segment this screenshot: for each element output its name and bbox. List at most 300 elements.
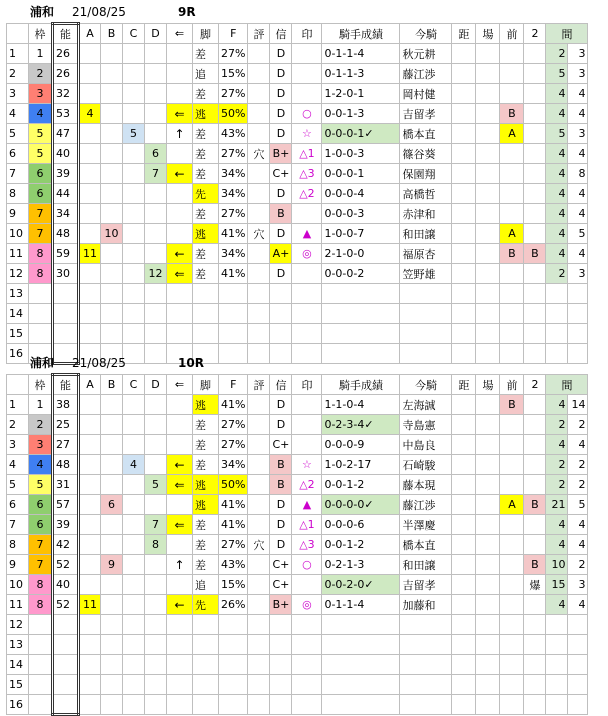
- distance-cell: [452, 64, 476, 84]
- header-cell: 距: [452, 24, 476, 44]
- frame-number: 4: [29, 455, 53, 475]
- col-c-value: [123, 324, 145, 344]
- distance-cell: [452, 575, 476, 595]
- place-cell: [476, 84, 500, 104]
- col-d-value: 8: [145, 535, 167, 555]
- prediction-mark: [292, 64, 322, 84]
- row-number: 2: [7, 64, 29, 84]
- table-row: [7, 495, 588, 515]
- interval-value-a: 2: [546, 475, 568, 495]
- col-c-value: [123, 675, 145, 695]
- running-style: 逃: [193, 104, 219, 124]
- rating: [248, 84, 270, 104]
- race-number: 10R: [178, 356, 204, 370]
- header-cell: 2: [524, 375, 546, 395]
- prediction-mark: [292, 204, 322, 224]
- col-b-value: [101, 304, 123, 324]
- header-cell: 能: [53, 375, 79, 395]
- col-a-value: [79, 575, 101, 595]
- col-c-value: [123, 84, 145, 104]
- confidence-grade: D: [270, 44, 292, 64]
- col-d-value: 7: [145, 515, 167, 535]
- distance-cell: [452, 695, 476, 715]
- prediction-mark: ▲: [292, 495, 322, 515]
- jockey-record: 0-0-0-9: [322, 435, 400, 455]
- frame-number: 5: [29, 144, 53, 164]
- f-percent: 43%: [219, 555, 248, 575]
- previous-cell: [500, 475, 524, 495]
- row-number: 13: [7, 635, 29, 655]
- interval-value-a: [546, 615, 568, 635]
- arrow-indicator: ↑: [167, 124, 193, 144]
- previous-cell: [500, 575, 524, 595]
- ability-value: [53, 284, 79, 304]
- confidence-grade: B: [270, 204, 292, 224]
- frame-number: 8: [29, 244, 53, 264]
- col-b-value: [101, 264, 123, 284]
- table-row: [7, 224, 588, 244]
- running-style: [193, 615, 219, 635]
- col-b-value: [101, 324, 123, 344]
- col-a-value: [79, 475, 101, 495]
- jockey-record: 0-1-1-3: [322, 64, 400, 84]
- f-percent: 15%: [219, 575, 248, 595]
- row-number: 10: [7, 224, 29, 244]
- frame-number: [29, 675, 53, 695]
- table-row: [7, 84, 588, 104]
- col-c-value: [123, 635, 145, 655]
- col-a-value: 4: [79, 104, 101, 124]
- confidence-grade: D: [270, 495, 292, 515]
- jockey-record: [322, 284, 400, 304]
- col-a-value: [79, 655, 101, 675]
- interval-value-a: 4: [546, 224, 568, 244]
- frame-number: 6: [29, 164, 53, 184]
- row-number: 10: [7, 575, 29, 595]
- f-percent: 27%: [219, 144, 248, 164]
- col-c-value: [123, 535, 145, 555]
- header-cell: 間: [546, 375, 588, 395]
- second-cell: [524, 595, 546, 615]
- row-number: 8: [7, 184, 29, 204]
- jockey-name: 岡村健: [400, 84, 452, 104]
- interval-value-b: 8: [568, 164, 588, 184]
- rating: [248, 284, 270, 304]
- running-style: 逃: [193, 495, 219, 515]
- ability-value: [53, 304, 79, 324]
- prediction-mark: ☆: [292, 455, 322, 475]
- col-a-value: [79, 495, 101, 515]
- place-cell: [476, 144, 500, 164]
- col-a-value: [79, 535, 101, 555]
- rating: [248, 324, 270, 344]
- previous-cell: B: [500, 244, 524, 264]
- row-number: 2: [7, 415, 29, 435]
- running-style: 差: [193, 264, 219, 284]
- header-cell: C: [123, 375, 145, 395]
- confidence-grade: C+: [270, 575, 292, 595]
- col-c-value: [123, 184, 145, 204]
- previous-cell: [500, 304, 524, 324]
- col-d-value: [145, 204, 167, 224]
- col-c-value: 5: [123, 124, 145, 144]
- col-c-value: [123, 415, 145, 435]
- col-a-value: [79, 555, 101, 575]
- f-percent: 41%: [219, 495, 248, 515]
- place-cell: [476, 695, 500, 715]
- jockey-name: 篠谷葵: [400, 144, 452, 164]
- previous-cell: [500, 635, 524, 655]
- interval-value-b: 4: [568, 84, 588, 104]
- prediction-mark: [292, 615, 322, 635]
- confidence-grade: C+: [270, 164, 292, 184]
- f-percent: 27%: [219, 44, 248, 64]
- distance-cell: [452, 284, 476, 304]
- frame-number: 1: [29, 395, 53, 415]
- row-number: 4: [7, 455, 29, 475]
- jockey-name: 笠野雄: [400, 264, 452, 284]
- row-number: 7: [7, 515, 29, 535]
- arrow-indicator: ⇐: [167, 264, 193, 284]
- f-percent: 34%: [219, 164, 248, 184]
- col-d-value: [145, 104, 167, 124]
- rating: [248, 64, 270, 84]
- place-cell: [476, 475, 500, 495]
- running-style: 差: [193, 144, 219, 164]
- header-cell: 今騎: [400, 375, 452, 395]
- prediction-mark: [292, 415, 322, 435]
- col-a-value: [79, 44, 101, 64]
- rating: [248, 495, 270, 515]
- f-percent: 50%: [219, 104, 248, 124]
- col-a-value: 11: [79, 595, 101, 615]
- col-d-value: 7: [145, 164, 167, 184]
- row-number: 15: [7, 324, 29, 344]
- confidence-grade: B: [270, 475, 292, 495]
- place-cell: [476, 675, 500, 695]
- race-table-10r: [6, 373, 588, 716]
- place-cell: [476, 284, 500, 304]
- frame-number: 6: [29, 515, 53, 535]
- header-cell: 評: [248, 24, 270, 44]
- interval-value-a: 4: [546, 435, 568, 455]
- arrow-indicator: [167, 304, 193, 324]
- prediction-mark: △2: [292, 475, 322, 495]
- col-a-value: [79, 324, 101, 344]
- previous-cell: [500, 64, 524, 84]
- header-cell: 評: [248, 375, 270, 395]
- confidence-grade: C+: [270, 435, 292, 455]
- interval-value-a: 2: [546, 455, 568, 475]
- ability-value: 57: [53, 495, 79, 515]
- table-row: [7, 164, 588, 184]
- prediction-mark: △3: [292, 535, 322, 555]
- f-percent: 26%: [219, 595, 248, 615]
- place-cell: [476, 515, 500, 535]
- running-style: [193, 655, 219, 675]
- jockey-record: 0-0-0-1: [322, 164, 400, 184]
- race-number: 9R: [178, 5, 196, 19]
- table-row: [7, 264, 588, 284]
- place-cell: [476, 635, 500, 655]
- frame-number: [29, 284, 53, 304]
- jockey-name: [400, 675, 452, 695]
- f-percent: 34%: [219, 244, 248, 264]
- col-c-value: [123, 655, 145, 675]
- frame-number: 5: [29, 124, 53, 144]
- running-style: 逃: [193, 395, 219, 415]
- jockey-name: 石崎駿: [400, 455, 452, 475]
- prediction-mark: [292, 304, 322, 324]
- interval-value-b: 3: [568, 44, 588, 64]
- col-b-value: [101, 575, 123, 595]
- jockey-name: 中島良: [400, 435, 452, 455]
- col-a-value: [79, 124, 101, 144]
- ability-value: 39: [53, 164, 79, 184]
- interval-value-a: [546, 324, 568, 344]
- header-cell: 2: [524, 24, 546, 44]
- header-row: [7, 375, 588, 395]
- interval-value-a: 4: [546, 144, 568, 164]
- row-number: 3: [7, 435, 29, 455]
- rating: [248, 304, 270, 324]
- ability-value: 48: [53, 455, 79, 475]
- rating: [248, 104, 270, 124]
- f-percent: 27%: [219, 435, 248, 455]
- jockey-record: [322, 695, 400, 715]
- rating: [248, 695, 270, 715]
- table-row: [7, 124, 588, 144]
- running-style: 差: [193, 555, 219, 575]
- ability-value: 27: [53, 435, 79, 455]
- col-c-value: [123, 595, 145, 615]
- frame-number: 3: [29, 435, 53, 455]
- running-style: 逃: [193, 224, 219, 244]
- table-row: [7, 435, 588, 455]
- ability-value: 26: [53, 44, 79, 64]
- interval-value-a: 21: [546, 495, 568, 515]
- f-percent: 27%: [219, 415, 248, 435]
- running-style: [193, 635, 219, 655]
- col-a-value: 11: [79, 244, 101, 264]
- arrow-indicator: [167, 415, 193, 435]
- confidence-grade: A+: [270, 244, 292, 264]
- col-c-value: [123, 264, 145, 284]
- jockey-record: [322, 615, 400, 635]
- table-row: [7, 64, 588, 84]
- previous-cell: [500, 515, 524, 535]
- confidence-grade: D: [270, 184, 292, 204]
- col-c-value: [123, 164, 145, 184]
- prediction-mark: [292, 435, 322, 455]
- confidence-grade: [270, 675, 292, 695]
- arrow-indicator: ←: [167, 455, 193, 475]
- rating: 穴: [248, 144, 270, 164]
- previous-cell: [500, 324, 524, 344]
- col-b-value: [101, 124, 123, 144]
- interval-value-b: 5: [568, 224, 588, 244]
- jockey-record: 0-2-1-3: [322, 555, 400, 575]
- second-cell: [524, 224, 546, 244]
- ability-value: 31: [53, 475, 79, 495]
- distance-cell: [452, 435, 476, 455]
- table-row: [7, 655, 588, 675]
- confidence-grade: [270, 635, 292, 655]
- second-cell: [524, 204, 546, 224]
- distance-cell: [452, 675, 476, 695]
- jockey-record: 0-1-1-4: [322, 44, 400, 64]
- previous-cell: [500, 164, 524, 184]
- interval-value-a: [546, 655, 568, 675]
- interval-value-a: [546, 635, 568, 655]
- interval-value-a: 4: [546, 535, 568, 555]
- table-row: [7, 284, 588, 304]
- col-a-value: [79, 204, 101, 224]
- prediction-mark: [292, 675, 322, 695]
- prediction-mark: △1: [292, 515, 322, 535]
- ability-value: [53, 675, 79, 695]
- table-row: [7, 635, 588, 655]
- jockey-record: 0-1-1-4: [322, 595, 400, 615]
- place-cell: [476, 224, 500, 244]
- row-number: 15: [7, 675, 29, 695]
- frame-number: 1: [29, 44, 53, 64]
- table-row: [7, 144, 588, 164]
- header-cell: 脚: [193, 24, 219, 44]
- interval-value-a: [546, 284, 568, 304]
- col-a-value: [79, 515, 101, 535]
- header-cell: 枠: [29, 24, 53, 44]
- header-cell: C: [123, 24, 145, 44]
- row-number: 3: [7, 84, 29, 104]
- jockey-record: 0-0-2-0✓: [322, 575, 400, 595]
- jockey-name: 和田譲: [400, 224, 452, 244]
- ability-value: 52: [53, 595, 79, 615]
- col-b-value: [101, 44, 123, 64]
- col-d-value: [145, 395, 167, 415]
- place-cell: [476, 304, 500, 324]
- frame-number: [29, 615, 53, 635]
- arrow-indicator: [167, 575, 193, 595]
- col-d-value: [145, 635, 167, 655]
- col-d-value: [145, 555, 167, 575]
- previous-cell: B: [500, 104, 524, 124]
- col-d-value: 12: [145, 264, 167, 284]
- col-d-value: [145, 415, 167, 435]
- f-percent: [219, 284, 248, 304]
- row-number: 16: [7, 695, 29, 715]
- distance-cell: [452, 515, 476, 535]
- running-style: 差: [193, 204, 219, 224]
- distance-cell: [452, 495, 476, 515]
- col-a-value: [79, 675, 101, 695]
- header-cell: 場: [476, 375, 500, 395]
- prediction-mark: ☆: [292, 124, 322, 144]
- table-row: [7, 304, 588, 324]
- ability-value: 48: [53, 224, 79, 244]
- col-d-value: [145, 615, 167, 635]
- ability-value: 26: [53, 64, 79, 84]
- interval-value-b: 2: [568, 415, 588, 435]
- col-d-value: [145, 44, 167, 64]
- col-b-value: [101, 675, 123, 695]
- f-percent: 41%: [219, 395, 248, 415]
- col-a-value: [79, 284, 101, 304]
- second-cell: [524, 104, 546, 124]
- prediction-mark: [292, 324, 322, 344]
- running-style: [193, 695, 219, 715]
- running-style: 差: [193, 455, 219, 475]
- interval-value-b: 3: [568, 264, 588, 284]
- interval-value-a: 2: [546, 415, 568, 435]
- col-b-value: [101, 595, 123, 615]
- f-percent: [219, 675, 248, 695]
- distance-cell: [452, 324, 476, 344]
- row-number: 9: [7, 204, 29, 224]
- f-percent: [219, 655, 248, 675]
- table-row: [7, 395, 588, 415]
- col-b-value: 10: [101, 224, 123, 244]
- frame-number: [29, 655, 53, 675]
- interval-value-a: 4: [546, 244, 568, 264]
- frame-number: 8: [29, 595, 53, 615]
- ability-value: 39: [53, 515, 79, 535]
- arrow-indicator: [167, 284, 193, 304]
- col-d-value: [145, 64, 167, 84]
- running-style: 差: [193, 44, 219, 64]
- row-number: 1: [7, 395, 29, 415]
- jockey-record: 0-0-0-6: [322, 515, 400, 535]
- frame-number: 7: [29, 555, 53, 575]
- place-cell: [476, 164, 500, 184]
- col-d-value: [145, 304, 167, 324]
- distance-cell: [452, 244, 476, 264]
- col-b-value: [101, 395, 123, 415]
- row-number: 14: [7, 655, 29, 675]
- arrow-indicator: [167, 535, 193, 555]
- distance-cell: [452, 655, 476, 675]
- col-c-value: [123, 395, 145, 415]
- previous-cell: A: [500, 224, 524, 244]
- frame-number: 6: [29, 184, 53, 204]
- col-a-value: [79, 264, 101, 284]
- table-row: [7, 184, 588, 204]
- second-cell: [524, 184, 546, 204]
- jockey-record: [322, 675, 400, 695]
- col-c-value: [123, 695, 145, 715]
- f-percent: [219, 324, 248, 344]
- row-number: 12: [7, 615, 29, 635]
- col-b-value: [101, 64, 123, 84]
- table-row: [7, 615, 588, 635]
- prediction-mark: [292, 84, 322, 104]
- jockey-record: [322, 655, 400, 675]
- interval-value-b: [568, 324, 588, 344]
- col-d-value: [145, 124, 167, 144]
- confidence-grade: D: [270, 224, 292, 244]
- prediction-mark: [292, 635, 322, 655]
- f-percent: 41%: [219, 264, 248, 284]
- header-cell: F: [219, 24, 248, 44]
- distance-cell: [452, 164, 476, 184]
- ability-value: 40: [53, 144, 79, 164]
- col-c-value: [123, 64, 145, 84]
- col-b-value: [101, 204, 123, 224]
- ability-value: 25: [53, 415, 79, 435]
- second-cell: B: [524, 495, 546, 515]
- col-c-value: [123, 284, 145, 304]
- ability-value: 53: [53, 104, 79, 124]
